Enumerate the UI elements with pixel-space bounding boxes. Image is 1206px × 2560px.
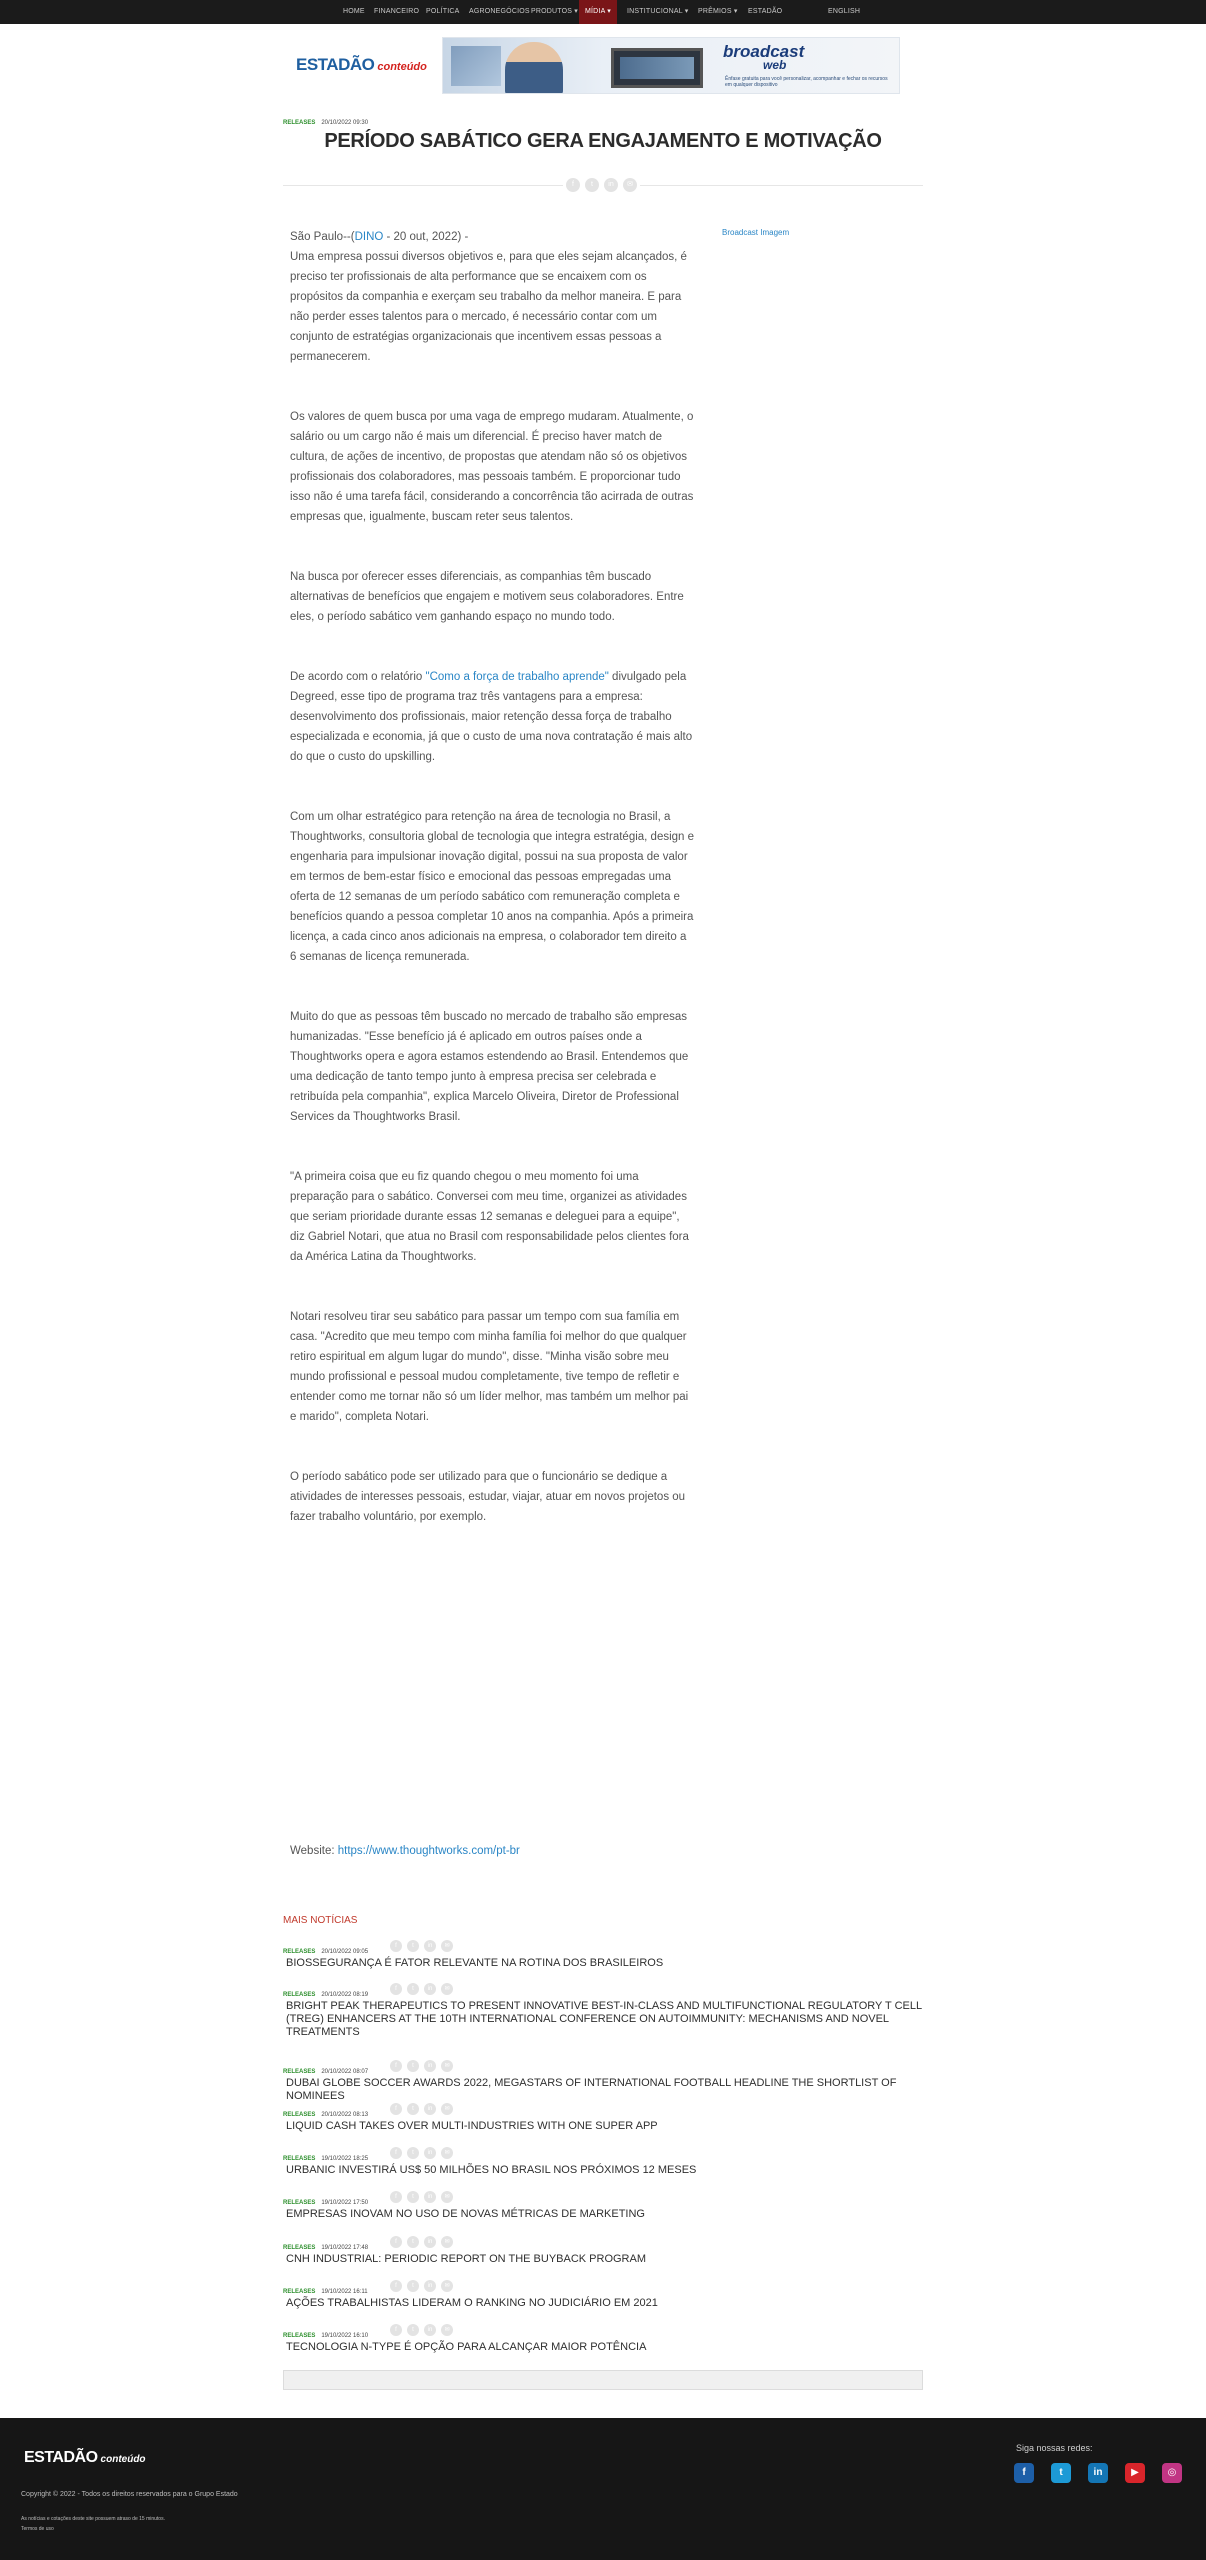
news-headline[interactable]: TECNOLOGIA N-TYPE É OPÇÃO PARA ALCANÇAR MAIOR POTÊNCIA (286, 2341, 647, 2353)
news-date: 20/10/2022 08:07 (321, 2069, 369, 2075)
linkedin-share-icon[interactable]: in (424, 2147, 436, 2159)
facebook-share-icon[interactable]: f (390, 2280, 402, 2292)
facebook-share-icon[interactable]: f (390, 2191, 402, 2203)
facebook-share-icon[interactable]: f (390, 2324, 402, 2336)
news-item[interactable] (283, 2280, 923, 2310)
news-meta (283, 2191, 923, 2205)
mais-noticias-title: MAIS NOTÍCIAS (283, 1915, 358, 1926)
news-date: 20/10/2022 08:13 (321, 2112, 369, 2118)
instagram-icon[interactable]: ◎ (1162, 2463, 1182, 2483)
nav-estadao[interactable]: ESTADÃO (748, 8, 783, 15)
twitter-share-icon[interactable]: t (407, 2191, 419, 2203)
email-share-icon[interactable]: ✉ (441, 2191, 453, 2203)
news-meta (283, 2103, 923, 2117)
logo-sub: conteúdo (377, 61, 427, 73)
news-tag[interactable]: RELEASES (283, 2200, 316, 2206)
twitter-share-icon[interactable]: t (407, 2236, 419, 2248)
twitter-share-icon[interactable]: t (407, 2280, 419, 2292)
news-meta (283, 2060, 923, 2074)
twitter-share-icon[interactable]: t (407, 2103, 419, 2115)
news-tag[interactable]: RELEASES (283, 2069, 316, 2075)
news-tag[interactable]: RELEASES (283, 2156, 316, 2162)
news-headline[interactable]: DUBAI GLOBE SOCCER AWARDS 2022, MEGASTARS OF INTERNATIONAL FOOTBALL HEADLINE THE SHORTLIST OF NOMINEES (286, 2077, 897, 2102)
paragraph-6: Muito do que as pessoas têm buscado no mercado de trabalho são empresas humanizadas. "Esse benefício já é aplicado em outros países onde a Thoughtworks opera e agora estamos estendendo ao Brasil. Entendemos que uma dedicação de tanto tempo junto à empresa precisa ser celebrada e retribuída pela companhia", explica Marcelo Oliveira, Diretor de Professional Services da Thoughtworks Brasil. (290, 1011, 689, 1123)
email-share-icon[interactable]: ✉ (441, 1983, 453, 1995)
news-meta (283, 2324, 923, 2338)
news-item[interactable] (283, 2103, 923, 2133)
facebook-share-icon[interactable]: f (390, 1940, 402, 1952)
email-share-icon[interactable]: ✉ (441, 2103, 453, 2115)
news-tag[interactable]: RELEASES (283, 2112, 316, 2118)
email-share-icon[interactable]: ✉ (441, 2324, 453, 2336)
article-title: PERÍODO SABÁTICO GERA ENGAJAMENTO E MOTIVAÇÃO (324, 130, 882, 152)
website-label: Website: (290, 1845, 338, 1857)
news-item[interactable] (283, 2236, 923, 2266)
nav-english[interactable]: ENGLISH (828, 8, 861, 15)
news-item[interactable] (283, 2147, 923, 2177)
website-line (290, 1845, 520, 1857)
nav-midia[interactable]: MÍDIA ▾ (579, 0, 617, 24)
twitter-share-icon[interactable]: t (585, 178, 599, 192)
share-divider-right (640, 185, 923, 186)
news-item[interactable] (283, 2324, 923, 2354)
facebook-share-icon[interactable]: f (390, 1983, 402, 1995)
footer-logo-brand: ESTADÃO (24, 2449, 98, 2466)
news-headline[interactable]: AÇÕES TRABALHISTAS LIDERAM O RANKING NO JUDICIÁRIO EM 2021 (286, 2297, 658, 2309)
facebook-share-icon[interactable]: f (390, 2147, 402, 2159)
paragraph-1: Uma empresa possui diversos objetivos e, para que eles sejam alcançados, é preciso ter profissionais de alta performance que se encaixem com os propósitos da companhia e exerçam seu trabalho da melhor maneira. E para não perder esses talentos para o mercado, é necessário contar com um conjunto de estratégias organizacionais que incentivem essas pessoas a permanecerem. (290, 251, 687, 363)
nav-agronegocios[interactable]: AGRONEGÓCIOS (469, 8, 530, 15)
facebook-share-icon[interactable]: f (566, 178, 580, 192)
paragraph-4-start: De acordo com o relatório (290, 671, 426, 683)
nav-premios[interactable]: PRÊMIOS ▾ (698, 8, 738, 15)
news-item[interactable] (283, 2191, 923, 2221)
linkedin-share-icon[interactable]: in (424, 1940, 436, 1952)
news-date: 19/10/2022 18:25 (321, 2156, 369, 2162)
footer (0, 2418, 1206, 2560)
facebook-share-icon[interactable]: f (390, 2236, 402, 2248)
logo-brand: ESTADÃO (296, 55, 375, 74)
banner-title: broadcast (723, 42, 805, 61)
banner-screen-graphic (451, 46, 501, 86)
nav-politica[interactable]: POLÍTICA (426, 8, 460, 15)
linkedin-share-icon[interactable]: in (424, 2191, 436, 2203)
footer-copyright: Copyright © 2022 - Todos os direitos reservados para o Grupo Estado (21, 2491, 238, 2498)
news-date: 19/10/2022 17:50 (321, 2200, 369, 2206)
twitter-icon[interactable]: t (1051, 2463, 1071, 2483)
share-divider-left (283, 185, 563, 186)
report-link[interactable]: "Como a força de trabalho aprende" (425, 671, 609, 683)
linkedin-share-icon[interactable]: in (424, 2103, 436, 2115)
paragraph-2: Os valores de quem busca por uma vaga de emprego mudaram. Atualmente, o salário ou um cargo não é mais um diferencial. É preciso haver match de cultura, de ações de incentivo, de propostas que atendam não só os objetivos profissionais dos colaboradores, mas pessoais também. E proporcionar tudo isso não é uma tarefa fácil, considerando a concorrência tão acirrada de outras empresas que, igualmente, buscam reter seus talentos. (290, 411, 694, 523)
email-share-icon[interactable]: ✉ (441, 2060, 453, 2072)
email-share-icon[interactable]: ✉ (441, 1940, 453, 1952)
linkedin-share-icon[interactable]: in (424, 2280, 436, 2292)
news-tag[interactable]: RELEASES (283, 1992, 316, 1998)
news-date: 19/10/2022 16:11 (321, 2289, 368, 2295)
linkedin-icon[interactable]: in (1088, 2463, 1108, 2483)
estadao-conteudo-logo[interactable] (296, 55, 427, 75)
news-date: 20/10/2022 09:05 (321, 1949, 369, 1955)
twitter-share-icon[interactable]: t (407, 2324, 419, 2336)
load-more-bar[interactable] (283, 2370, 923, 2390)
news-tag[interactable]: RELEASES (283, 2245, 316, 2251)
linkedin-share-icon[interactable]: in (424, 1983, 436, 1995)
twitter-share-icon[interactable]: t (407, 1983, 419, 1995)
paragraph-5: Com um olhar estratégico para retenção na área de tecnologia no Brasil, a Thoughtworks, consultoria global de tecnologia que integra estratégia, design e engenharia para impulsionar inovação digital, possui na sua proposta de valor em termos de bem-estar físico e emocional das pessoas empregadas uma oferta de 12 semanas de um período sabático com remuneração completa e benefícios quando a pessoa completar 10 anos na companhia. Após a primeira licença, a cada cinco anos adicionais na empresa, o colaborador tem direito a 6 semanas de licença remunerada. (290, 811, 695, 963)
paragraph-3: Na busca por oferecer esses diferenciais, as companhias têm buscado alternativas de benefícios que engajem e motivem seus colaboradores. Entre eles, o período sabático vem ganhando espaço no mundo todo. (290, 571, 684, 623)
news-item[interactable] (283, 1940, 923, 1970)
footer-terms-link[interactable]: Termos de uso (21, 2526, 54, 2532)
news-item[interactable] (283, 1983, 923, 2039)
paragraph-4-end: divulgado pela Degreed, esse tipo de programa traz três vantagens para a empresa: desenvolvimento dos profissionais, maior retenção dessa força de trabalho especializada e economia, já que o custo de uma nova contratação é mais alto do que o custo do upskilling. (290, 671, 693, 763)
news-headline[interactable]: BIOSSEGURANÇA É FATOR RELEVANTE NA ROTINA DOS BRASILEIROS (286, 1957, 664, 1969)
linkedin-share-icon[interactable]: in (604, 178, 618, 192)
news-meta (283, 2236, 923, 2250)
news-date: 19/10/2022 16:10 (321, 2333, 369, 2339)
nav-financeiro[interactable]: FINANCEIRO (374, 8, 420, 15)
email-share-icon[interactable]: ✉ (441, 2280, 453, 2292)
twitter-share-icon[interactable]: t (407, 2147, 419, 2159)
dateline-start: São Paulo--( (290, 231, 355, 243)
nav-produtos[interactable]: PRODUTOS ▾ (531, 8, 579, 15)
email-share-icon[interactable]: ✉ (441, 2147, 453, 2159)
article-body (290, 227, 695, 1567)
banner-text: Ênfase gratuita para você personalizar, acompanhar e fechar os recursos em qualquer dispositivo (725, 76, 888, 88)
banner-monitor-graphic (611, 48, 703, 88)
website-link[interactable]: https://www.thoughtworks.com/pt-br (337, 1845, 520, 1857)
news-headline[interactable]: LIQUID CASH TAKES OVER MULTI-INDUSTRIES WITH ONE SUPER APP (286, 2120, 658, 2132)
dateline-end: - 20 out, 2022) - (383, 231, 469, 243)
facebook-share-icon[interactable]: f (390, 2060, 402, 2072)
nav-home[interactable]: HOME (343, 8, 365, 15)
news-headline[interactable]: CNH INDUSTRIAL: PERIODIC REPORT ON THE BUYBACK PROGRAM (286, 2253, 647, 2265)
news-date: 20/10/2022 08:19 (321, 1992, 369, 1998)
paragraph-7: "A primeira coisa que eu fiz quando chegou o meu momento foi uma preparação para o sabático. Conversei com meu time, organizei as atividades que seriam prioridade durante essas 12 semanas e deleguei para a equipe", diz Gabriel Notari, que atua no Brasil com responsabilidade pelos clientes fora da América Latina da Thoughtworks. (290, 1171, 689, 1263)
news-headline[interactable]: BRIGHT PEAK THERAPEUTICS TO PRESENT INNOVATIVE BEST-IN-CLASS AND MULTIFUNCTIONAL REGULATORY T CELL (TREG) ENHANCERS AT THE 10TH INTERNATIONAL CONFERENCE ON AUTOIMMUNITY: MECHANISMS AND NOVEL TREATMENTS (286, 2000, 922, 2038)
news-tag[interactable]: RELEASES (283, 2289, 316, 2295)
news-headline[interactable]: URBANIC INVESTIRÁ US$ 50 MILHÕES NO BRASIL NOS PRÓXIMOS 12 MESES (286, 2164, 697, 2176)
linkedin-share-icon[interactable]: in (424, 2236, 436, 2248)
news-meta (283, 2147, 923, 2161)
twitter-share-icon[interactable]: t (407, 1940, 419, 1952)
youtube-icon[interactable]: ▶ (1125, 2463, 1145, 2483)
follow-label: Siga nossas redes: (1016, 2443, 1093, 2453)
email-share-icon[interactable]: ✉ (441, 2236, 453, 2248)
image-caption-link[interactable]: Broadcast Imagem (722, 228, 790, 237)
footer-delay-note: As notícias e cotações deste site possuem atraso de 15 minutos. (21, 2516, 165, 2522)
banner-person-graphic (505, 42, 563, 94)
news-meta (283, 1983, 923, 1997)
linkedin-share-icon[interactable]: in (424, 2324, 436, 2336)
banner-subtitle: web (763, 58, 787, 72)
twitter-share-icon[interactable]: t (407, 2060, 419, 2072)
news-tag[interactable]: RELEASES (283, 2333, 316, 2339)
news-tag[interactable]: RELEASES (283, 1949, 316, 1955)
paragraph-8: Notari resolveu tirar seu sabático para passar um tempo com sua família em casa. "Acredito que meu tempo com minha família foi melhor do que qualquer retiro espiritual em algum lugar do mundo", disse. "Minha visão sobre meu mundo profissional e pessoal mudou completamente, tive tempo de refletir e entender como me tornar não só um líder melhor, mas também um melhor pai e marido", completa Notari. (290, 1311, 689, 1423)
footer-logo[interactable] (24, 2449, 146, 2467)
facebook-icon[interactable]: f (1014, 2463, 1034, 2483)
article-tag[interactable]: RELEASES (283, 120, 316, 126)
news-headline[interactable]: EMPRESAS INOVAM NO USO DE NOVAS MÉTRICAS DE MARKETING (286, 2208, 645, 2220)
broadcast-web-banner[interactable] (442, 37, 900, 94)
paragraph-4 (290, 667, 695, 767)
nav-institucional[interactable]: INSTITUCIONAL ▾ (627, 8, 689, 15)
facebook-share-icon[interactable]: f (390, 2103, 402, 2115)
news-meta (283, 2280, 923, 2294)
footer-logo-sub: conteúdo (100, 2454, 146, 2465)
news-meta (283, 1940, 923, 1954)
article-date: 20/10/2022 09:30 (321, 120, 369, 126)
linkedin-share-icon[interactable]: in (424, 2060, 436, 2072)
news-date: 19/10/2022 17:48 (321, 2245, 369, 2251)
paragraph-9: O período sabático pode ser utilizado para que o funcionário se dedique a atividades de interesses pessoais, estudar, viajar, atuar em novos projetos ou fazer trabalho voluntário, por exemplo. (290, 1471, 686, 1523)
article-meta (283, 111, 368, 129)
top-navigation (0, 0, 1206, 24)
article-dateline (290, 227, 695, 247)
news-item[interactable] (283, 2060, 923, 2103)
email-share-icon[interactable]: ✉ (623, 178, 637, 192)
dino-link[interactable]: DINO (354, 231, 384, 243)
